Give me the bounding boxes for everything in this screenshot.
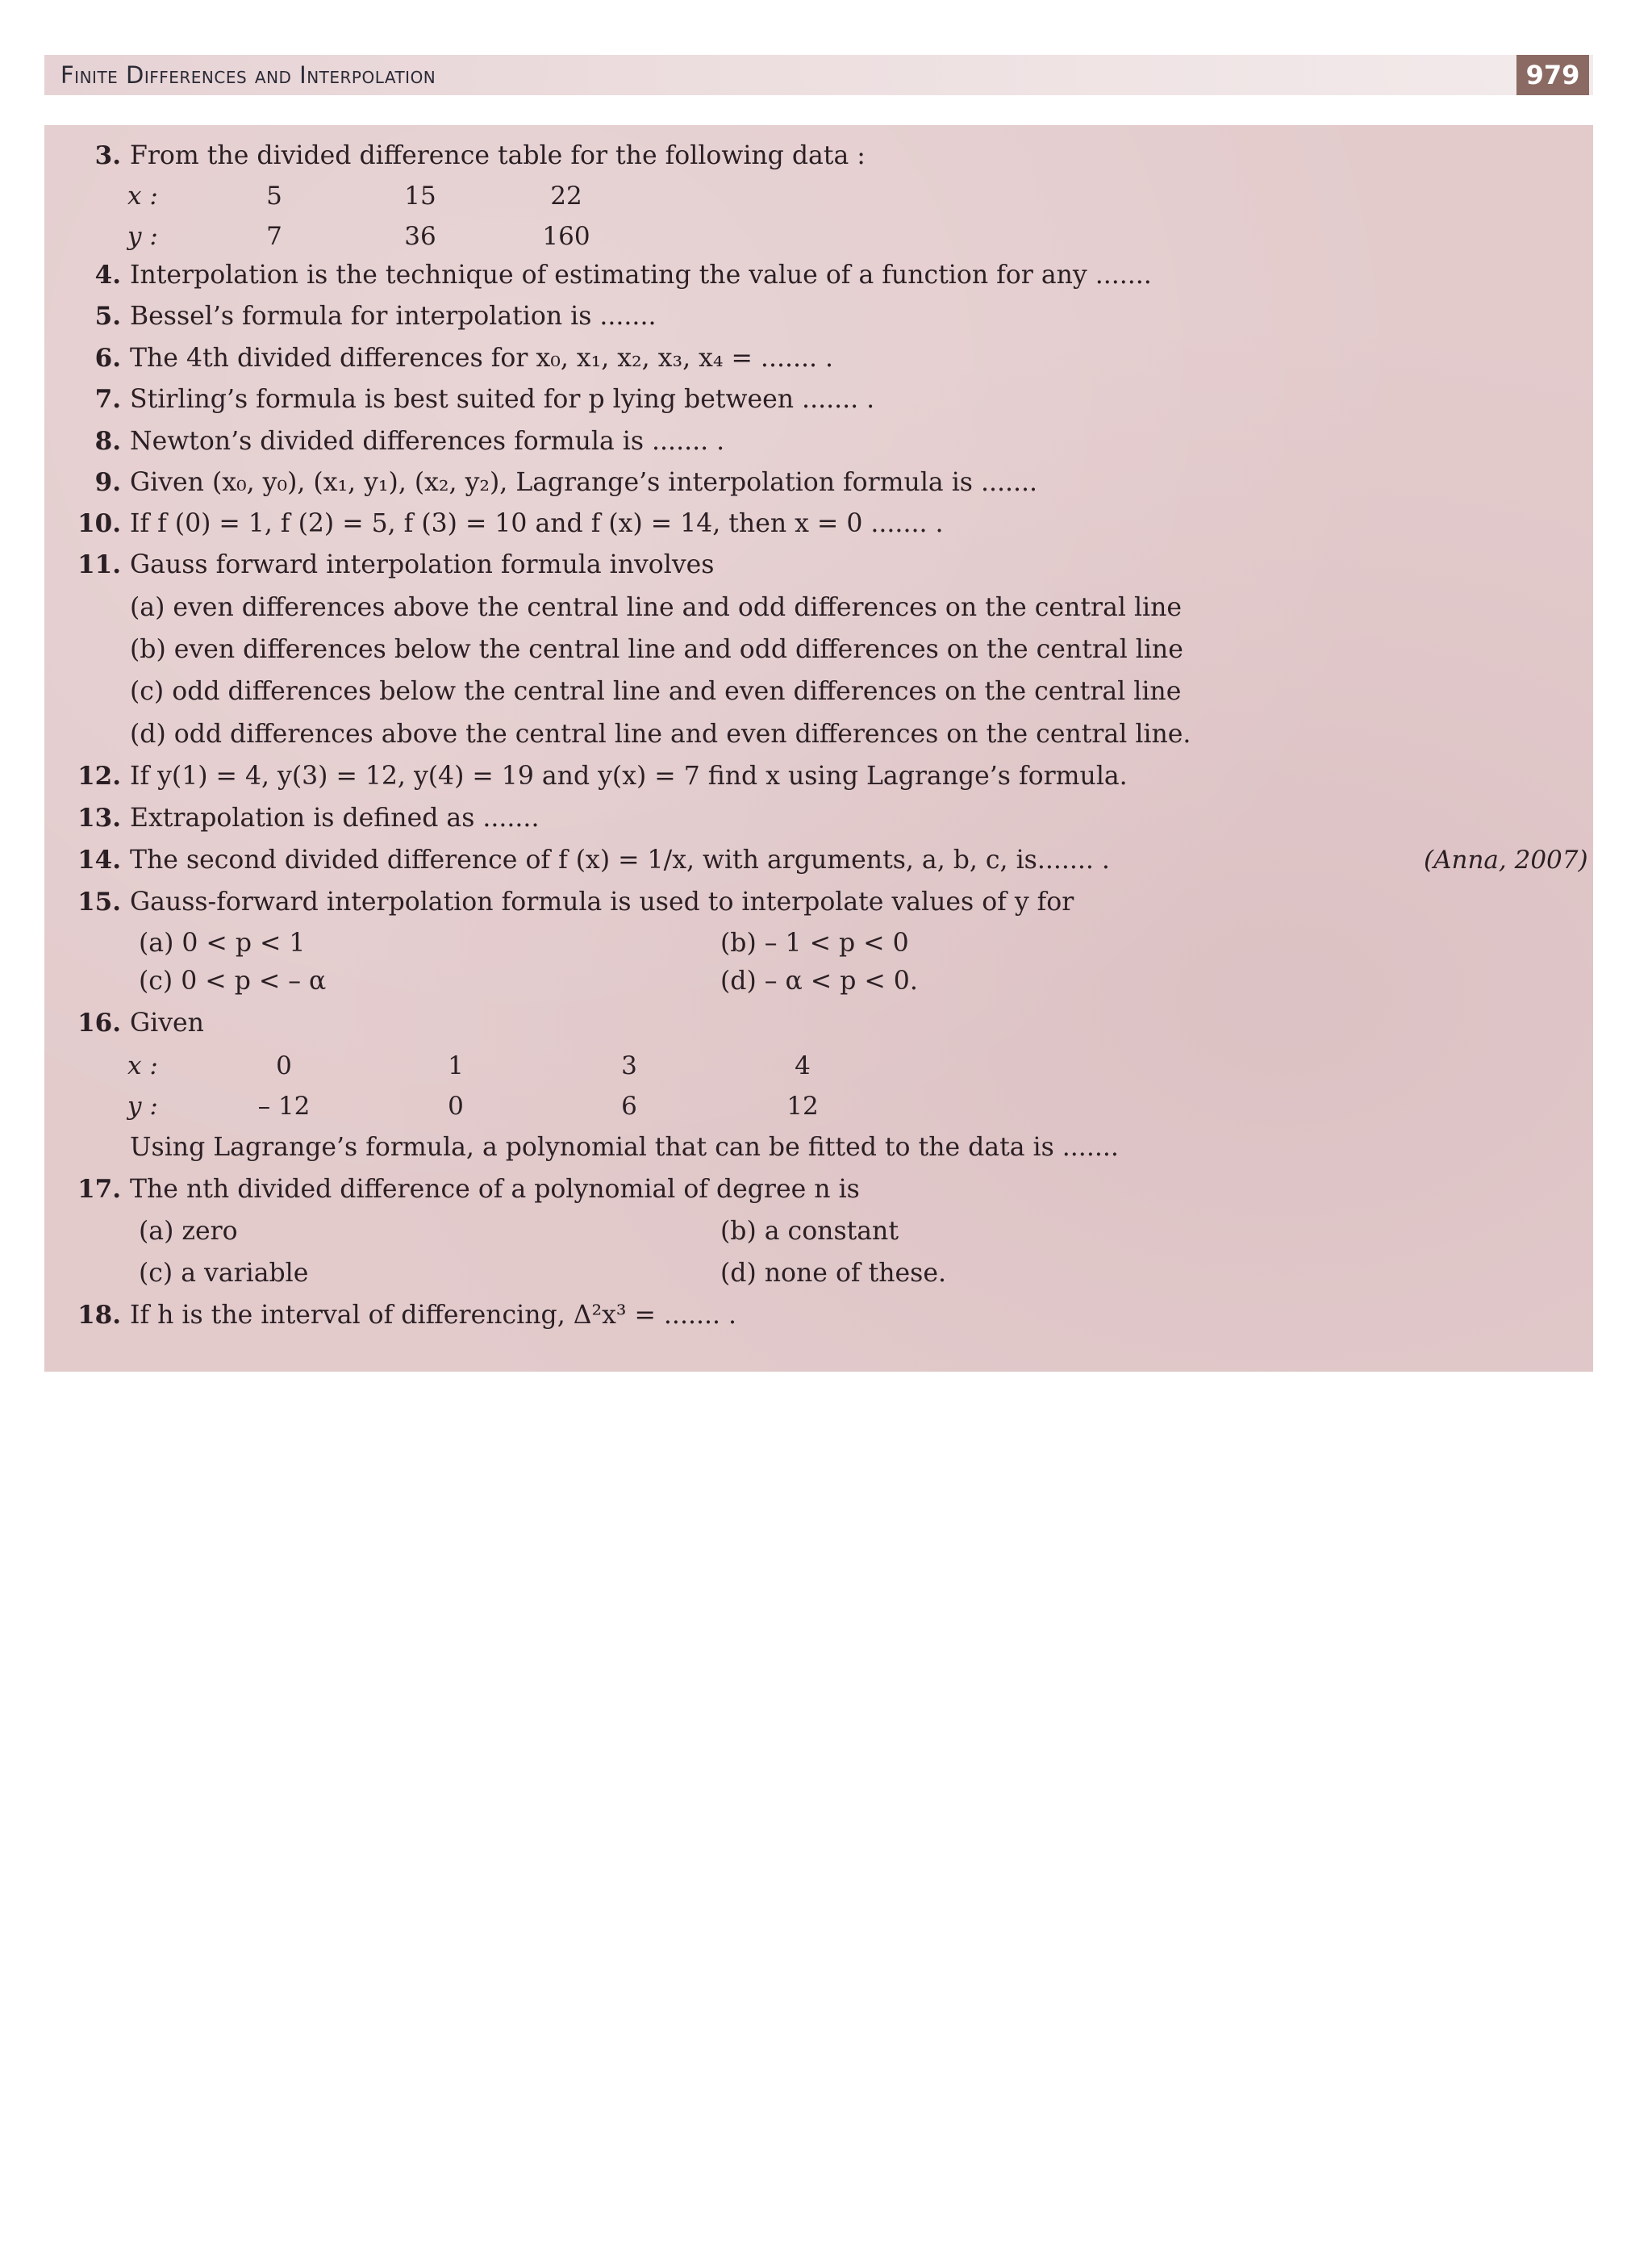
option-b: (b) a constant bbox=[720, 1217, 899, 1246]
question-number: 17. bbox=[77, 1175, 121, 1204]
question-number: 7. bbox=[94, 385, 121, 414]
table-cell: 12 bbox=[786, 1092, 819, 1121]
question-text: The second divided difference of f (x) = 1/x, with arguments, a, b, c, is....... . bbox=[130, 846, 1110, 875]
table-cell: 0 bbox=[276, 1051, 292, 1080]
option-a: (a) zero bbox=[139, 1217, 238, 1246]
question-text: If y(1) = 4, y(3) = 12, y(4) = 19 and y(x) = 7 find x using Lagrange’s formula. bbox=[130, 762, 1128, 791]
table-cell: 15 bbox=[404, 182, 436, 211]
table-cell: 22 bbox=[550, 182, 582, 211]
question-number: 12. bbox=[77, 762, 121, 791]
x-row-label: x : bbox=[127, 1051, 158, 1080]
question-number: 14. bbox=[77, 846, 121, 875]
question-number: 13. bbox=[77, 804, 121, 833]
question-text: From the divided difference table for the following data : bbox=[130, 141, 866, 170]
table-cell: 3 bbox=[621, 1051, 637, 1080]
exercise-panel bbox=[44, 125, 1593, 1372]
question-number: 11. bbox=[77, 550, 121, 579]
question-text: Given bbox=[130, 1009, 204, 1038]
table-cell: 0 bbox=[448, 1092, 464, 1121]
question-number: 4. bbox=[94, 261, 121, 290]
table-cell: – 12 bbox=[257, 1092, 311, 1121]
table-cell: 160 bbox=[542, 222, 590, 251]
question-text: Gauss forward interpolation formula involves bbox=[130, 550, 715, 579]
question-number: 9. bbox=[94, 468, 121, 497]
question-number: 15. bbox=[77, 888, 121, 917]
question-number: 5. bbox=[94, 302, 121, 331]
option-c: (c) a variable bbox=[139, 1259, 309, 1288]
question-number: 8. bbox=[94, 427, 121, 456]
page-number: 979 bbox=[1516, 55, 1589, 95]
table-cell: 4 bbox=[795, 1051, 811, 1080]
question-text: The nth divided difference of a polynomial of degree n is bbox=[130, 1175, 860, 1204]
question-text: If f (0) = 1, f (2) = 5, f (3) = 10 and f (x) = 14, then x = 0 ....... . bbox=[130, 509, 944, 538]
question-text: Bessel’s formula for interpolation is ....... bbox=[130, 302, 657, 331]
question-number: 10. bbox=[77, 509, 121, 538]
question-text: If h is the interval of differencing, Δ²x³ = ....... . bbox=[130, 1301, 737, 1330]
question-text: Newton’s divided differences formula is ....... . bbox=[130, 427, 725, 456]
question-followup: Using Lagrange’s formula, a polynomial that can be fitted to the data is ....... bbox=[130, 1133, 1119, 1162]
question-text: Given (x₀, y₀), (x₁, y₁), (x₂, y₂), Lagrange’s interpolation formula is ....... bbox=[130, 468, 1038, 497]
question-number: 3. bbox=[94, 141, 121, 170]
table-cell: 6 bbox=[621, 1092, 637, 1121]
x-row-label: x : bbox=[127, 182, 158, 211]
question-number: 16. bbox=[77, 1009, 121, 1038]
option-c: (c) odd differences below the central line and even differences on the central line bbox=[130, 677, 1182, 706]
running-header bbox=[44, 55, 1593, 95]
option-d: (d) – α < p < 0. bbox=[720, 967, 918, 996]
question-text: Stirling’s formula is best suited for p lying between ....... . bbox=[130, 385, 875, 414]
question-text: Interpolation is the technique of estimating the value of a function for any ....... bbox=[130, 261, 1152, 290]
question-number: 18. bbox=[77, 1301, 121, 1330]
question-text: Gauss-forward interpolation formula is used to interpolate values of y for bbox=[130, 888, 1074, 917]
table-cell: 36 bbox=[404, 222, 436, 251]
option-b: (b) – 1 < p < 0 bbox=[720, 929, 909, 958]
y-row-label: y : bbox=[127, 222, 158, 251]
option-c: (c) 0 < p < – α bbox=[139, 967, 327, 996]
option-a: (a) even differences above the central line and odd differences on the central line bbox=[130, 593, 1183, 622]
option-a: (a) 0 < p < 1 bbox=[139, 929, 306, 958]
question-text: The 4th divided differences for x₀, x₁, x₂, x₃, x₄ = ....... . bbox=[130, 344, 834, 373]
table-cell: 7 bbox=[266, 222, 282, 251]
header-title: Finite Differences and Interpolation bbox=[60, 61, 436, 89]
table-cell: 5 bbox=[266, 182, 282, 211]
option-b: (b) even differences below the central line and odd differences on the central line bbox=[130, 635, 1183, 664]
table-cell: 1 bbox=[448, 1051, 464, 1080]
source-citation: (Anna, 2007) bbox=[1424, 846, 1588, 875]
y-row-label: y : bbox=[127, 1092, 158, 1121]
option-d: (d) odd differences above the central line and even differences on the central line. bbox=[130, 720, 1191, 749]
option-d: (d) none of these. bbox=[720, 1259, 946, 1288]
question-number: 6. bbox=[94, 344, 121, 373]
question-text: Extrapolation is defined as ....... bbox=[130, 804, 540, 833]
